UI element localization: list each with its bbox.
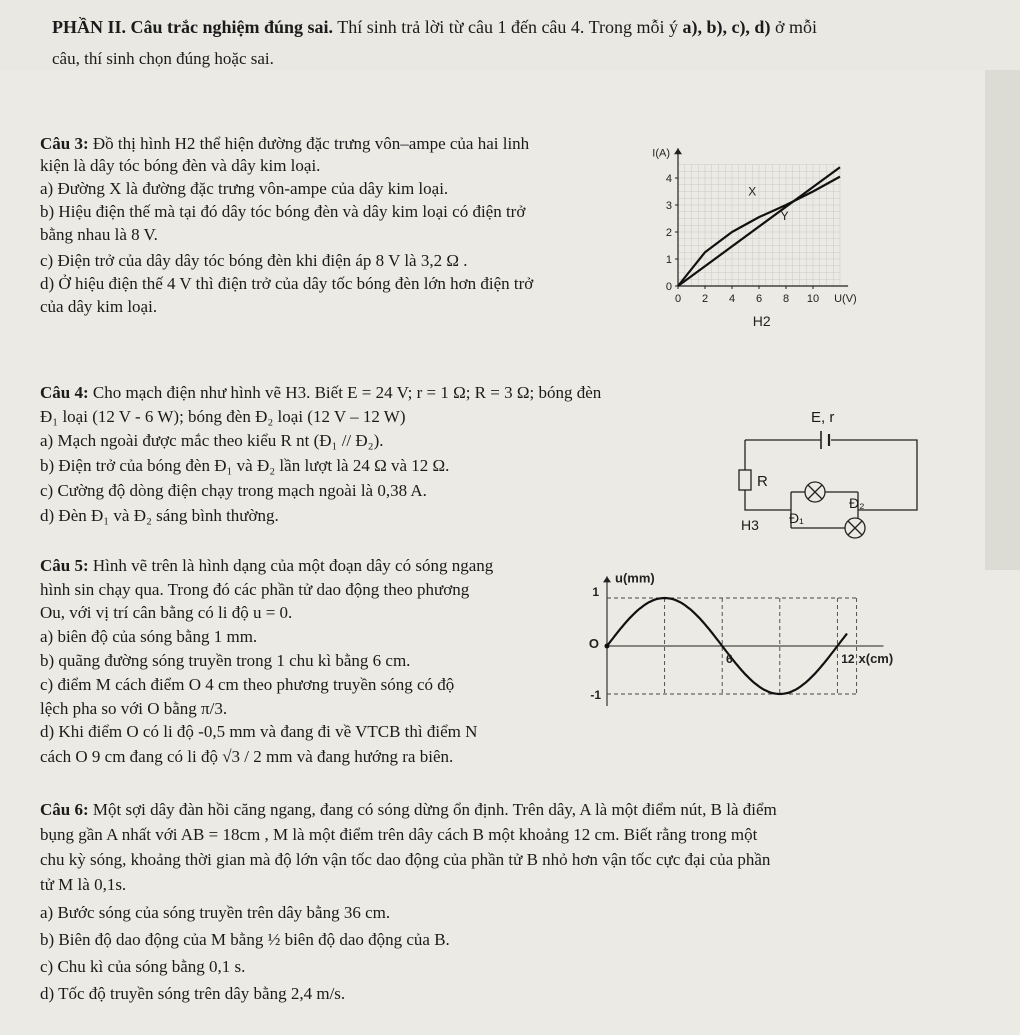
lamp1-label: Đ₁ <box>789 510 804 526</box>
header-instruction: Thí sinh trả lời từ câu 1 đến câu 4. Trong mỗi ý <box>333 17 683 37</box>
x-tick-label: 2 <box>701 293 709 305</box>
q4-option-c: c) Cường độ dòng điện chạy trong mạch ngoài là 0,38 A. <box>40 481 427 500</box>
q3-option-b-2: bằng nhau là 8 V. <box>40 225 158 244</box>
lamp2-label: Đ₂ <box>849 495 865 511</box>
q4-option-d: d) Đèn Đ₁ và Đ₂ sáng bình thường. <box>40 506 279 525</box>
header-options: a), b), c), d) <box>682 17 771 37</box>
q4-label: Câu 4: <box>40 383 89 402</box>
x-tick-label: 8 <box>782 293 790 305</box>
q4-stem-line-2: Đ₁ loại (12 V - 6 W); bóng đèn Đ₂ loại (12 V – 12 W) <box>40 407 406 426</box>
circuit-wire-left-bottom <box>745 490 791 510</box>
q5-stem-line-3: Ou, với vị trí cân bằng có li độ u = 0. <box>40 603 293 622</box>
y-axis-arrow <box>674 148 682 154</box>
header-part-title: PHẦN II. Câu trắc nghiệm đúng sai. <box>52 17 334 37</box>
circuit-wire-top-right <box>831 440 917 510</box>
q3-option-d-1: d) Ở hiệu điện thế 4 V thì điện trở của dây tốc bóng đèn lớn hơn điện trở <box>40 274 534 293</box>
q4-option-a: a) Mạch ngoài được mắc theo kiểu R nt (Đ₁ // Đ₂). <box>40 431 384 450</box>
q5-option-d-2: cách O 9 cm đang có li độ √3 / 2 mm và đang hướng ra biên. <box>40 747 454 766</box>
q6-option-b: b) Biên độ dao động của M bằng ½ biên độ dao động của B. <box>40 930 450 949</box>
q6-stem-line-4: tử M là 0,1s. <box>40 875 127 894</box>
q5-option-c-2: lệch pha so với O bằng π/3. <box>40 699 228 718</box>
resistor-label: R <box>757 473 768 490</box>
series-label-y: Y <box>780 208 789 223</box>
q4-stem-1: Cho mạch điện như hình vẽ H3. Biết E = 24 V; r = 1 Ω; R = 3 Ω; bóng đèn <box>88 383 602 402</box>
q6-option-c: c) Chu kì của sóng bằng 0,1 s. <box>40 957 246 976</box>
q5-option-d-1: d) Khi điểm O có li độ -0,5 mm và đang đi về VTCB thì điểm N <box>40 722 478 741</box>
q6-option-a: a) Bước sóng của sóng truyền trên dây bằng 36 cm. <box>40 903 391 922</box>
y-tick-label: 1 <box>665 254 672 266</box>
q4-option-b: b) Điện trở của bóng đèn Đ₁ và Đ₂ lần lượt là 24 Ω và 12 Ω. <box>40 456 450 475</box>
q6-stem-1: Một sợi dây đàn hồi căng ngang, đang có sóng dừng ổn định. Trên dây, A là một điểm nút, B là điểm <box>88 800 777 819</box>
q5-stem-line-1 <box>40 556 493 576</box>
header-instruction-end: ở mỗi <box>770 17 817 37</box>
y-tick-label: 0 <box>665 281 672 293</box>
h2-caption: H2 <box>752 313 771 329</box>
header-line-2: câu, thí sinh chọn đúng hoặc sai. <box>52 49 274 68</box>
q5-stem-1: Hình vẽ trên là hình dạng của một đoạn dây có sóng ngang <box>88 556 494 575</box>
x-axis-label: U(V) <box>834 293 857 305</box>
x-tick-label: 6 <box>726 652 733 666</box>
h2-iv-chart <box>640 138 910 338</box>
x-tick-label: 10 <box>806 293 820 305</box>
q3-stem-line-1 <box>40 134 529 154</box>
x-tick-label: 6 <box>755 293 763 305</box>
q3-option-b-1: b) Hiệu điện thế mà tại đó dây tóc bóng đèn và dây kim loại có điện trở <box>40 202 526 221</box>
q6-label: Câu 6: <box>40 800 89 819</box>
x-tick-label: 4 <box>728 293 736 305</box>
q5-stem-line-2: hình sin chạy qua. Trong đó các phần tử dao động theo phương <box>40 580 470 599</box>
origin-point <box>605 644 610 649</box>
header-line-1 <box>52 17 817 37</box>
h3-circuit-diagram <box>725 400 925 545</box>
origin-label: O <box>588 636 599 651</box>
q6-stem-line-1 <box>40 800 777 820</box>
q3-label: Câu 3: <box>40 134 89 153</box>
page-right-edge <box>985 70 1020 570</box>
source-label: E, r <box>811 409 835 426</box>
x-tick-label: 12 <box>841 652 855 666</box>
x-tick-label: 0 <box>674 293 682 305</box>
y-axis-label: u(mm) <box>615 570 655 586</box>
y-tick-label: 3 <box>665 200 672 212</box>
q3-option-c: c) Điện trở của dây dây tóc bóng đèn khi điện áp 8 V là 3,2 Ω . <box>40 251 468 270</box>
resistor-r <box>739 470 751 490</box>
q5-option-a: a) biên độ của sóng bằng 1 mm. <box>40 627 258 646</box>
y-tick-label: 4 <box>665 173 672 185</box>
q3-stem-1: Đồ thị hình H2 thể hiện đường đặc trưng vôn–ampe của hai linh <box>88 134 530 153</box>
x-axis-label: x(cm) <box>858 651 894 666</box>
q5-label: Câu 5: <box>40 556 89 575</box>
y-axis-arrow <box>603 576 611 582</box>
y-axis-label: I(A) <box>652 147 670 160</box>
q3-option-d-2: của dây kim loại. <box>40 297 158 316</box>
q6-stem-line-2: bụng gần A nhất với AB = 18cm , M là một điểm trên dây cách B một khoảng 12 cm. Biết rằng trong một <box>40 825 758 844</box>
h3-caption: H3 <box>741 517 759 533</box>
q5-option-c-1: c) điểm M cách điểm O 4 cm theo phương truyền sóng có độ <box>40 675 455 694</box>
lamp1-cross <box>808 485 822 499</box>
q4-stem-line-1 <box>40 383 601 403</box>
q6-option-d: d) Tốc độ truyền sóng trên dây bằng 2,4 m/s. <box>40 984 346 1003</box>
q6-stem-line-3: chu kỳ sóng, khoảng thời gian mà độ lớn vận tốc dao động của phần tử B nhỏ hơn vận tốc cực đại của phần <box>40 850 771 869</box>
series-label-x: X <box>748 184 757 199</box>
y-tick-label: 1 <box>592 585 599 599</box>
lamp2-cross <box>848 521 862 535</box>
q3-option-a: a) Đường X là đường đặc trưng vôn-ampe của dây kim loại. <box>40 179 449 198</box>
y-tick-label: 2 <box>665 227 672 239</box>
q5-option-b: b) quãng đường sóng truyền trong 1 chu kì bằng 6 cm. <box>40 651 411 670</box>
q3-stem-line-2: kiện là dây tóc bóng đèn và dây kim loại. <box>40 156 321 175</box>
wave-shape-chart <box>585 570 915 715</box>
y-tick-label: -1 <box>590 688 601 702</box>
